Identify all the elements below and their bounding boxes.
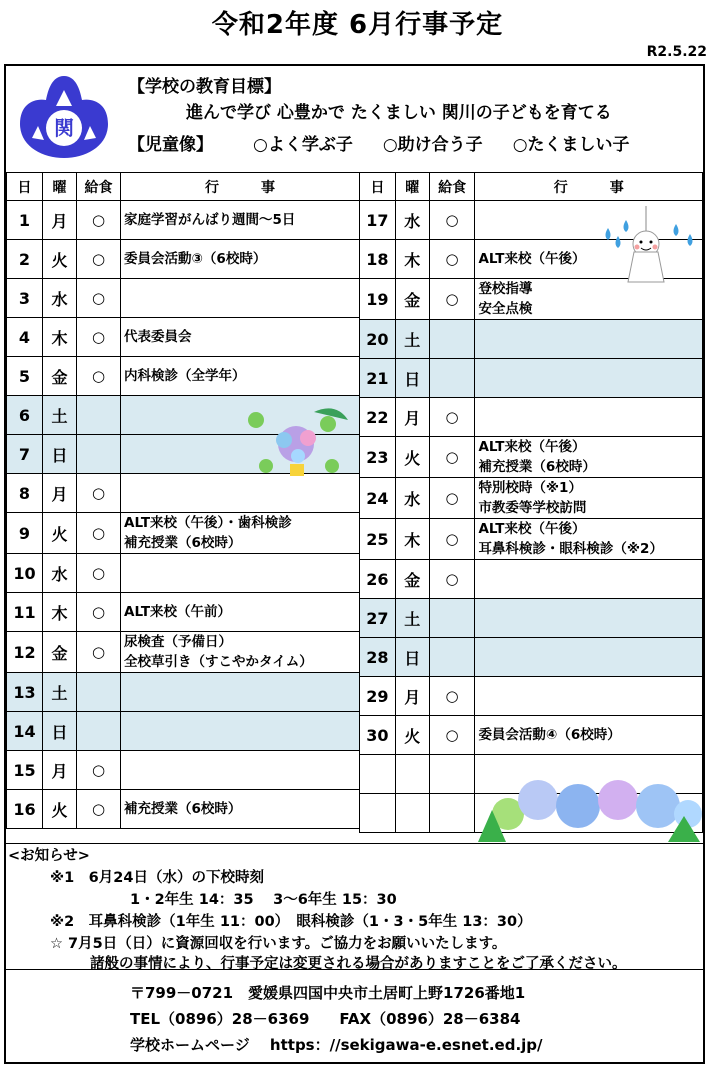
event-cell (475, 599, 703, 638)
day-of-week: 木 (43, 318, 77, 357)
event-cell (475, 560, 703, 599)
notice-line-5: 諸般の事情により、行事予定は変更される場合がありますことをご了承ください。 (90, 956, 627, 972)
day-of-week: 日 (43, 712, 77, 751)
lunch-mark: ○ (77, 593, 121, 632)
day-of-week: 金 (395, 560, 429, 599)
event-cell (475, 398, 703, 437)
day-of-week: 水 (395, 201, 429, 240)
day-of-week: 木 (395, 240, 429, 279)
event-cell (475, 638, 703, 677)
day-number: 19 (360, 279, 396, 320)
lunch-mark: ○ (429, 716, 475, 755)
event-cell (121, 593, 360, 632)
event-cell (475, 359, 703, 398)
lunch-mark (429, 599, 475, 638)
lunch-mark: ○ (77, 318, 121, 357)
day-number: 5 (7, 357, 43, 396)
children-label: 【児童像】 (128, 135, 213, 155)
calendar-header-row (360, 173, 703, 201)
col-dow: 曜 (395, 173, 429, 201)
lunch-mark: ○ (429, 478, 475, 519)
event-cell (121, 279, 360, 318)
event-cell (475, 716, 703, 755)
lunch-mark (77, 396, 121, 435)
day-number: 28 (360, 638, 396, 677)
day-row (360, 437, 703, 478)
issue-date: R2.5.22 (646, 44, 707, 60)
day-number: 23 (360, 437, 396, 478)
day-row (360, 359, 703, 398)
day-number: 2 (7, 240, 43, 279)
lunch-mark: ○ (77, 357, 121, 396)
page-title: 令和2年度 6月行事予定 (211, 10, 504, 40)
lunch-mark (77, 673, 121, 712)
event-cell (121, 357, 360, 396)
lunch-mark: ○ (77, 632, 121, 673)
event-cell (121, 240, 360, 279)
event-cell (121, 751, 360, 790)
day-row (7, 632, 360, 673)
lunch-mark: ○ (77, 279, 121, 318)
day-of-week: 土 (43, 673, 77, 712)
event-cell (121, 318, 360, 357)
event-text: 補充授業（6校時） (478, 459, 596, 475)
notice-line-3: ※2 耳鼻科検診（1年生 11：00） 眼科検診（1・3・5年生 13：30） (50, 914, 532, 930)
day-row (7, 513, 360, 554)
lunch-mark: ○ (429, 560, 475, 599)
day-number (360, 794, 396, 833)
day-of-week: 水 (395, 478, 429, 519)
header-section (6, 66, 703, 173)
school-phone-fax: TEL（0896）28－6369 FAX（0896）28－6384 (130, 1010, 521, 1028)
hydrangea-frogs-illustration (236, 404, 356, 484)
lunch-mark: ○ (429, 519, 475, 560)
event-text: ALT来校（午後） (478, 521, 586, 537)
day-of-week: 月 (395, 677, 429, 716)
day-number: 15 (7, 751, 43, 790)
event-text: 内科検診（全学年） (124, 368, 246, 384)
day-row (7, 357, 360, 396)
day-row (360, 519, 703, 560)
event-text: 安全点検 (478, 301, 533, 317)
day-number: 1 (7, 201, 43, 240)
day-of-week: 火 (43, 240, 77, 279)
lunch-mark: ○ (77, 240, 121, 279)
event-text: 耳鼻科検診・眼科検診（※2） (478, 541, 663, 557)
day-of-week: 月 (395, 398, 429, 437)
event-text: 委員会活動④（6校時） (478, 727, 621, 743)
notice-heading: <お知らせ> (8, 848, 90, 864)
lunch-mark: ○ (429, 240, 475, 279)
event-text: ALT来校（午後） (478, 439, 586, 455)
col-day: 日 (7, 173, 43, 201)
col-lunch: 給食 (429, 173, 475, 201)
day-row (7, 279, 360, 318)
lunch-mark (429, 755, 475, 794)
day-of-week: 火 (395, 437, 429, 478)
event-cell (475, 320, 703, 359)
day-number: 17 (360, 201, 396, 240)
event-cell (121, 790, 360, 829)
children-row (128, 130, 650, 155)
event-text: 補充授業（6校時） (124, 535, 242, 551)
day-number: 13 (7, 673, 43, 712)
notice-line-2: 1・2年生 14：35 3～6年生 15：30 (130, 892, 397, 908)
day-number: 9 (7, 513, 43, 554)
day-row (7, 712, 360, 751)
event-text: 補充授業（6校時） (124, 801, 242, 817)
event-text: ALT来校（午前） (124, 604, 232, 620)
goal-text: 進んで学び 心豊かで たくましい 関川の子どもを育てる (186, 103, 612, 123)
day-number: 16 (7, 790, 43, 829)
lunch-mark (429, 638, 475, 677)
notice-line-4: ☆ 7月5日（日）に資源回収を行います。ご協力をお願いいたします。 (50, 936, 507, 952)
schedule-frame (4, 64, 705, 1064)
day-number: 8 (7, 474, 43, 513)
day-row (360, 560, 703, 599)
col-event: 行 事 (475, 173, 703, 201)
day-number: 4 (7, 318, 43, 357)
child-ideal-1: ○よく学ぶ子 (253, 135, 353, 155)
lunch-mark: ○ (429, 398, 475, 437)
school-homepage[interactable]: 学校ホームページ https：//sekigawa-e.esnet.ed.jp/ (130, 1036, 543, 1054)
day-row (7, 673, 360, 712)
calendar-left (6, 172, 360, 829)
day-of-week: 月 (43, 751, 77, 790)
calendar-header-row (7, 173, 360, 201)
day-row (360, 320, 703, 359)
day-number: 11 (7, 593, 43, 632)
day-row (7, 554, 360, 593)
event-text: 登校指導 (478, 281, 533, 297)
day-number: 10 (7, 554, 43, 593)
day-number (360, 755, 396, 794)
day-row (7, 240, 360, 279)
day-number: 6 (7, 396, 43, 435)
day-of-week: 金 (395, 279, 429, 320)
day-of-week: 火 (43, 790, 77, 829)
day-of-week: 木 (43, 593, 77, 632)
day-of-week: 月 (43, 201, 77, 240)
day-of-week: 火 (395, 716, 429, 755)
lunch-mark (429, 359, 475, 398)
logo-text: 関 (54, 116, 74, 140)
lunch-mark: ○ (77, 751, 121, 790)
teru-teru-bozu-illustration (596, 206, 700, 290)
day-number: 27 (360, 599, 396, 638)
day-row (7, 790, 360, 829)
event-cell (475, 437, 703, 478)
lunch-mark: ○ (77, 554, 121, 593)
event-cell (121, 201, 360, 240)
lunch-mark (77, 712, 121, 751)
event-cell (121, 712, 360, 751)
day-of-week (395, 794, 429, 833)
day-number: 18 (360, 240, 396, 279)
lunch-mark: ○ (77, 201, 121, 240)
day-of-week: 金 (43, 632, 77, 673)
day-number: 22 (360, 398, 396, 437)
lunch-mark: ○ (429, 437, 475, 478)
lunch-mark (429, 794, 475, 833)
lunch-mark: ○ (429, 201, 475, 240)
day-number: 14 (7, 712, 43, 751)
lunch-mark: ○ (77, 790, 121, 829)
day-number: 25 (360, 519, 396, 560)
col-event: 行 事 (121, 173, 360, 201)
day-of-week: 土 (395, 599, 429, 638)
day-number: 21 (360, 359, 396, 398)
day-row (360, 638, 703, 677)
event-cell (475, 677, 703, 716)
child-ideal-3: ○たくましい子 (512, 135, 630, 155)
day-number: 20 (360, 320, 396, 359)
day-row (7, 593, 360, 632)
lunch-mark (429, 320, 475, 359)
hydrangea-illustration (478, 770, 702, 842)
day-row (360, 478, 703, 519)
lunch-mark: ○ (429, 677, 475, 716)
day-of-week: 土 (395, 320, 429, 359)
event-text: ALT来校（午後）・歯科検診 (124, 515, 292, 531)
event-cell (475, 478, 703, 519)
day-row (360, 677, 703, 716)
day-of-week: 水 (43, 554, 77, 593)
event-text: 委員会活動③（6校時） (124, 251, 267, 267)
event-cell (475, 519, 703, 560)
school-footer (6, 968, 703, 1062)
day-of-week: 火 (43, 513, 77, 554)
day-of-week: 日 (395, 638, 429, 677)
lunch-mark: ○ (429, 279, 475, 320)
event-text: 家庭学習がんばり週間～5日 (124, 212, 296, 228)
day-of-week: 木 (395, 519, 429, 560)
child-ideal-2: ○助け合う子 (382, 135, 483, 155)
day-number: 29 (360, 677, 396, 716)
day-number: 3 (7, 279, 43, 318)
day-of-week: 日 (395, 359, 429, 398)
event-cell (121, 632, 360, 673)
day-row (360, 599, 703, 638)
school-logo-icon (16, 72, 112, 164)
school-address: 〒799－0721 愛媛県四国中央市土居町上野1726番地1 (130, 984, 526, 1002)
event-text: 特別校時（※1） (478, 480, 582, 496)
event-text: ALT来校（午後） (478, 251, 586, 267)
day-number: 12 (7, 632, 43, 673)
day-of-week: 月 (43, 474, 77, 513)
col-lunch: 給食 (77, 173, 121, 201)
day-of-week: 土 (43, 396, 77, 435)
event-cell (121, 554, 360, 593)
day-row (7, 318, 360, 357)
event-text: 代表委員会 (124, 329, 192, 345)
event-cell (121, 513, 360, 554)
day-row (7, 751, 360, 790)
day-row (360, 716, 703, 755)
day-of-week: 日 (43, 435, 77, 474)
col-dow: 曜 (43, 173, 77, 201)
day-of-week: 金 (43, 357, 77, 396)
event-cell (121, 673, 360, 712)
lunch-mark (77, 435, 121, 474)
notice-section (6, 843, 703, 970)
lunch-mark: ○ (77, 474, 121, 513)
event-text: 全校草引き（すこやかタイム） (124, 654, 313, 670)
day-number: 7 (7, 435, 43, 474)
col-day: 日 (360, 173, 396, 201)
event-text: 市教委等学校訪問 (478, 500, 587, 516)
notice-line-1: ※1 6月24日（水）の下校時刻 (50, 870, 264, 886)
day-row (7, 201, 360, 240)
day-of-week: 水 (43, 279, 77, 318)
event-text: 尿検査（予備日） (124, 634, 232, 650)
day-number: 26 (360, 560, 396, 599)
day-of-week (395, 755, 429, 794)
day-number: 30 (360, 716, 396, 755)
lunch-mark: ○ (77, 513, 121, 554)
day-row (360, 398, 703, 437)
goal-label: 【学校の教育目標】 (128, 77, 281, 97)
day-number: 24 (360, 478, 396, 519)
